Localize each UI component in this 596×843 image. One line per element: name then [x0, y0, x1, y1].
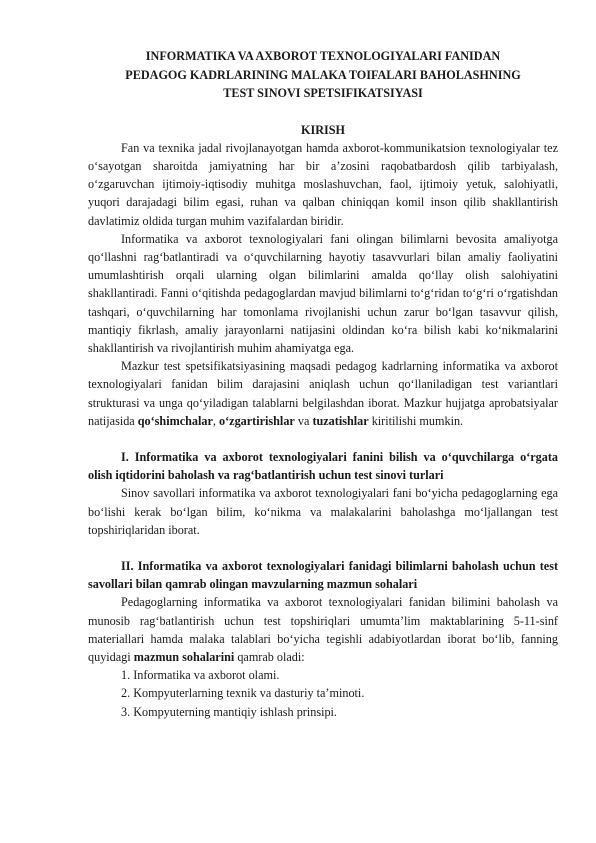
- list-item: 2. Kompyuterlarning texnik va dasturiy ta’minoti.: [121, 686, 365, 701]
- intro-p3-separator: ,: [212, 413, 220, 428]
- intro-paragraph-1: Fan va texnika jadal rivojlanayotgan hamda axborot-kommunikatsion texnologiyalar tez o‘sayotgan sharoitda jamiyatning har bir a’zosini raqobatbardosh qilib tarbiyalash, o‘zgaruvchan ijtimoiy-iqtisodiy muhitga moslashuvchan, faol, ijtimoiy yetuk, salohiyatli, yuqori darajadagi bilim egasi, ruhan va qalban chiniqqan komil inson qilib shakllantirish davlatimiz oldida turgan muhim vazifalardan biridir.: [88, 140, 558, 228]
- document-title: [88, 47, 558, 103]
- intro-p3-bold-additions: qo‘shimchalar: [137, 413, 213, 428]
- intro-heading: KIRISH: [300, 122, 346, 137]
- intro-p3-text-start: Mazkur test spetsifikatsiyasining maqsadi pedagog kadrlarning informatika va axborot texnologiyalari fanidan bilim darajasini aniqlash uchun qo‘llaniladigan test variantlari strukturasi va unga qo‘yiladigan talablarni belgilashdan iborat. Mazkur hujjatga aprobatsiyalar natijasida: [88, 359, 558, 428]
- title-line-1: INFORMATIKA VA AXBOROT TEXNOLOGIYALARI FANIDAN: [145, 49, 501, 63]
- intro-paragraph-3: [88, 357, 558, 430]
- spacer: [88, 539, 558, 557]
- intro-p3-bold-corrections: tuzatishlar: [312, 413, 369, 428]
- intro-p3-text-end: kiritilishi mumkin.: [368, 413, 464, 428]
- document-page: [88, 47, 558, 721]
- title-line-2: PEDAGOG KADRLARINING MALAKA TOIFALARI BAHOLASHNING: [125, 67, 521, 82]
- section-2-text-end: qamrab oladi:: [234, 649, 305, 664]
- intro-p3-bold-changes: o‘zgartirishlar: [219, 413, 295, 428]
- intro-paragraph-2: Informatika va axborot texnologiyalari fani olingan bilimlarni bevosita amaliyotga qo‘llashni rag‘batlantiradi va o‘quvchilarning hayotiy tasavvurlari bilan amaliy faoliyatini umumlashtirish orqali ularning olgan bilimlarini amalda qo‘llay olish salohiyatini shakllantiradi. Fanni o‘qitishda pedagoglardan mavjud bilimlarni to‘g‘ridan to‘g‘ri o‘rgatishdan tashqari, o‘quvchilarning har tomonlama rivojlanishi uchun zarur bo‘lgan tasavvur qilish, mantiqiy fikrlash, amaliy jarayonlarni natijasini oldindan ko‘ra bilish kabi ko‘nikmalarini shakllantirish va rivojlantirish muhim ahamiyatga ega.: [88, 231, 558, 355]
- section-2-heading: II. Informatika va axborot texnologiyalari fanidagi bilimlarni baholash uchun test savollari bilan qamrab olingan mavzularning mazmun sohalari: [88, 558, 558, 592]
- list-item: 3. Kompyuterning mantiqiy ishlash prinsipi.: [121, 704, 337, 719]
- list-item: 1. Informatika va axborot olami.: [121, 668, 280, 683]
- section-1-heading: I. Informatika va axborot texnologiyalari fanini bilish va o‘quvchilarga o‘rgata olish iqtidorini baholash va rag‘batlantirish uchun test sinovi turlari: [88, 449, 558, 483]
- section-1-paragraph: Sinov savollari informatika va axborot texnologiyalari fani bo‘yicha pedagoglarning ega bo‘lishi kerak bo‘lgan bilim, ko‘nikma va malakalarini baholashga mo‘ljallangan test topshiriqlaridan iborat.: [88, 486, 558, 537]
- intro-p3-text-mid: va: [294, 413, 313, 428]
- spacer: [88, 430, 558, 448]
- section-2-text-start: Pedagoglarning informatika va axborot texnologiyalari fanidan bilimini baholash va munosib rag‘batlantirish uchun test topshiriqlari umumta’lim maktablarining 5-11-sinf materiallari hamda malaka talablari bo‘yicha tegishli adabiyotlardan iborat bo‘lib, fanning quyidagi: [88, 595, 558, 664]
- section-2-paragraph: [88, 593, 558, 666]
- title-line-3: TEST SINOVI SPETSIFIKATSIYASI: [223, 86, 423, 100]
- section-2-bold-content-areas: mazmun sohalarini: [133, 649, 235, 664]
